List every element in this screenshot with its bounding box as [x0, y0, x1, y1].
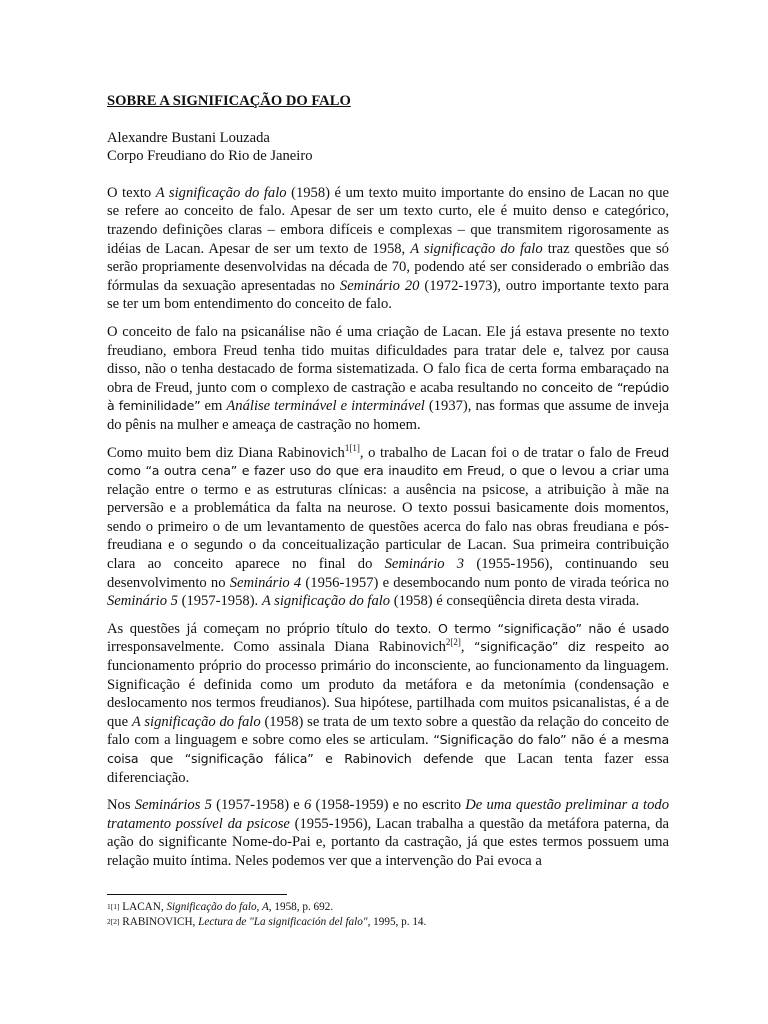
footnotes [107, 900, 669, 930]
footnote-ref-1[interactable]: 1[1] [344, 442, 360, 453]
document-body [107, 92, 669, 880]
footnote-ref-2[interactable]: 2[2] [445, 637, 461, 648]
author-name: Alexandre Bustani Louzada [107, 129, 270, 146]
paragraph-4: As questões já começam no próprio título do texto. O termo “significação” não é usado irresponsavelmente. Como assinala Diana Rabinovich$^{2[2]}$, “significação” diz respeito ao funcionamento próprio do processo primário do inconsciente, ao funcionamento da linguagem. Significação é definida como um produto da metáfora e da metonímia (condensação e deslocamento nos termos freudianos). Sua hipótese, partilhada com muitos psicanalistas, é a de que A significação do falo (1958) se trata de um texto sobre a questão da relação do conceito de falo com a linguagem e sobre como eles se articulam. “Significação do falo” não é a mesma coisa que “significação fálica” e Rabinovich defende que Lacan tenta fazer essa diferenciação. [107, 620, 670, 786]
paragraph-5: Nos Seminários 5 (1957-1958) e 6 (1958-1959) e no escrito De uma questão preliminar a todo tratamento possível da psicose (1955-1956), Lacan trabalha a questão da metáfora paterna, da ação do significante Nome-do-Pai e, portanto da castração, já que estes termos possuem uma relação muito íntima. Neles podemos ver que a intervenção do Pai evoca a [107, 797, 669, 869]
paragraph-3: Como muito bem diz Diana Rabinovich$^{1[1]}$, o trabalho de Lacan foi o de tratar o falo de Freud como “a outra cena” e fazer uso do que era inaudito em Freud, o que o levou a criar uma relação entre o termo e as estruturas clínicas: a ausência na psicose, a atribuição à mãe na perversão e a problemática da falta na neurose. O texto possui basicamente dois momentos, sendo o primeiro o de um levantamento de questões acerca do falo nas obras freudiana e pós-freudiana e o segundo o da conceitualização particular de Lacan. Sua primeira contribuição clara ao conceito aparece no final do Seminário 3 (1955-1956), continuando seu desenvolvimento no Seminário 4 (1956-1957) e desembocando num ponto de virada teórica no Seminário 5 (1957-1958). A significação do falo (1958) é conseqüência direta desta virada. [107, 442, 669, 610]
footnote-1: $^{1[1]}$ LACAN, Significação do falo, A, 1958, p. 692. [107, 901, 334, 913]
document-title: SOBRE A SIGNIFICAÇÃO DO FALO [107, 93, 351, 109]
paragraph-2: O conceito de falo na psicanálise não é uma criação de Lacan. Ele já estava presente no texto freudiano, embora Freud tenha tido muitas dificuldades para tratar dele e, talvez por causa disso, não o tenha destacado de forma sistematizada. O falo fica de certa forma embaraçado na obra de Freud, junto com o complexo de castração e acaba resultando no conceito de “repúdio à feminilidade” em Análise terminável e interminável (1937), nas formas que assume de inveja do pênis na mulher e ameaça de castração no homem. [107, 323, 669, 433]
footnote-divider [107, 894, 287, 895]
paragraph-1: O texto A significação do falo (1958) é um texto muito importante do ensino de Lacan no que se refere ao conceito de falo. Apesar de ser um texto curto, ele é muito denso e categórico, trazendo definições claras – embora difíceis e complexas – que transmitem rigorosamente as idéias de Lacan. Apesar de ser um texto de 1958, A significação do falo traz questões que só serão propriamente desenvolvidas na década de 70, podendo até ser considerado o embrião das fórmulas da sexuação apresentadas no Seminário 20 (1972-1973), outro importante texto para se ter um bom entendimento do conceito de falo. [107, 184, 669, 313]
author-affiliation: Corpo Freudiano do Rio de Janeiro [107, 148, 313, 165]
footnote-2: $^{2[2]}$ RABINOVICH, Lectura de "La significación del falo", 1995, p. 14. [107, 916, 427, 928]
